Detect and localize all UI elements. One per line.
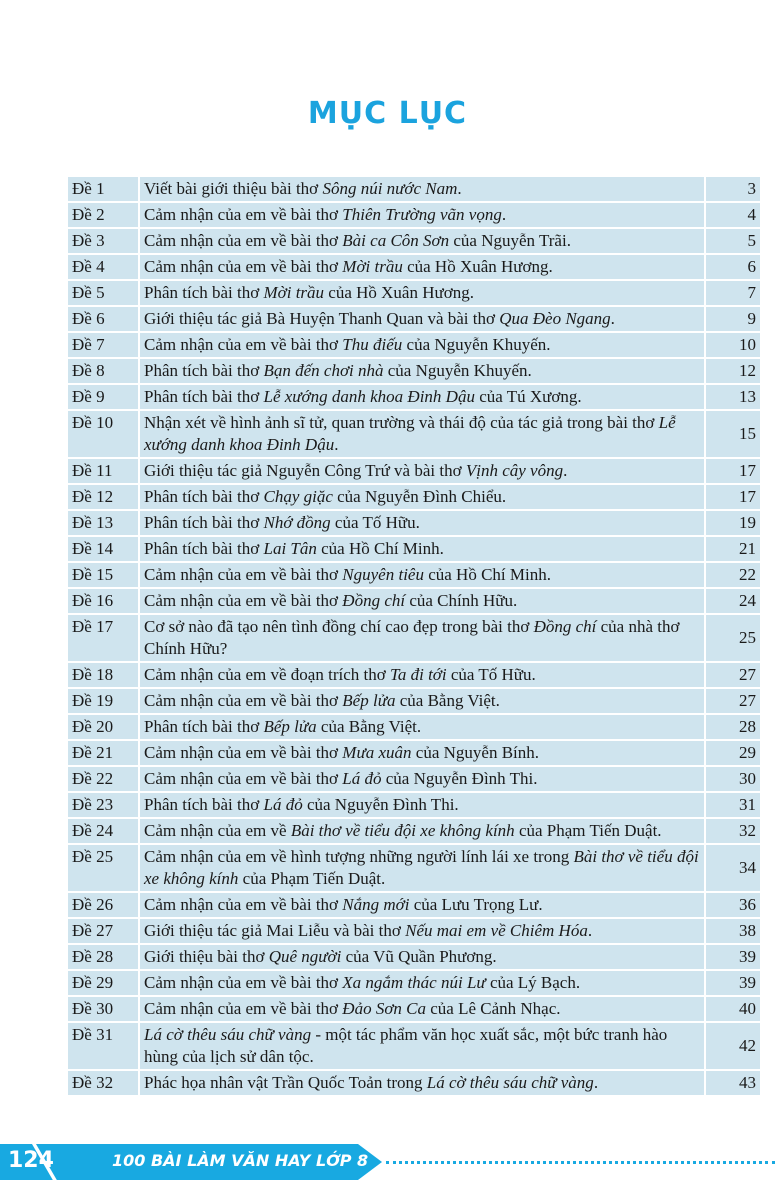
entry-title-text: của Bằng Việt. <box>316 717 422 736</box>
entry-title <box>139 918 705 944</box>
toc-row <box>67 944 761 970</box>
entry-number: Đề 29 <box>67 970 139 996</box>
entry-title-text: của Lưu Trọng Lư. <box>409 895 543 914</box>
work-title: Nguyên tiêu <box>342 565 424 584</box>
entry-title-text: Cảm nhận của em về bài thơ <box>144 335 343 354</box>
toc-row <box>67 792 761 818</box>
entry-title-text: Phân tích bài thơ <box>144 513 264 532</box>
entry-page: 31 <box>705 792 761 818</box>
entry-number: Đề 23 <box>67 792 139 818</box>
entry-title-text: của Hồ Xuân Hương. <box>402 257 553 276</box>
entry-title <box>139 766 705 792</box>
entry-number: Đề 12 <box>67 484 139 510</box>
entry-title <box>139 792 705 818</box>
toc-row <box>67 562 761 588</box>
entry-title-text: Cảm nhận của em về bài thơ <box>144 257 343 276</box>
entry-page: 12 <box>705 358 761 384</box>
entry-title-text: Cảm nhận của em về bài thơ <box>144 895 343 914</box>
entry-title-text: của Lý Bạch. <box>485 973 581 992</box>
work-title: Qua Đèo Ngang <box>499 309 611 328</box>
work-title: Đồng chí <box>533 617 597 636</box>
entry-title <box>139 306 705 332</box>
entry-number: Đề 17 <box>67 614 139 662</box>
entry-title-text: của Vũ Quần Phương. <box>341 947 497 966</box>
entry-title <box>139 844 705 892</box>
work-title: Quê người <box>268 947 342 966</box>
entry-number: Đề 22 <box>67 766 139 792</box>
entry-page: 7 <box>705 280 761 306</box>
work-title: Ta đi tới <box>389 665 447 684</box>
entry-title <box>139 662 705 688</box>
entry-title <box>139 1070 705 1096</box>
entry-title-text: Phân tích bài thơ <box>144 717 264 736</box>
entry-page: 30 <box>705 766 761 792</box>
entry-title <box>139 384 705 410</box>
toc-row <box>67 844 761 892</box>
entry-title-text: Cơ sở nào đã tạo nên tình đồng chí cao đẹp trong bài thơ <box>144 617 534 636</box>
entry-number: Đề 10 <box>67 410 139 458</box>
entry-number: Đề 32 <box>67 1070 139 1096</box>
entry-title <box>139 332 705 358</box>
entry-title-text: Cảm nhận của em về bài thơ <box>144 691 343 710</box>
entry-page: 21 <box>705 536 761 562</box>
work-title: Lá cờ thêu sáu chữ vàng <box>144 1025 312 1044</box>
entry-title-text: - một tác phẩm văn học xuất sắc, một bức tranh hào hùng của lịch sử dân tộc. <box>144 1025 668 1066</box>
entry-title <box>139 714 705 740</box>
entry-number: Đề 2 <box>67 202 139 228</box>
entry-page: 27 <box>705 688 761 714</box>
toc-row <box>67 280 761 306</box>
entry-title-text: của Nguyễn Đình Thi. <box>381 769 538 788</box>
entry-title-text: Phân tích bài thơ <box>144 487 264 506</box>
entry-title-text: Cảm nhận của em về bài thơ <box>144 231 343 250</box>
entry-title-text: . <box>563 461 568 480</box>
entry-number: Đề 1 <box>67 176 139 202</box>
entry-title <box>139 410 705 458</box>
entry-title-text: . <box>501 205 507 224</box>
entry-title-text: của Bằng Việt. <box>395 691 500 710</box>
entry-page: 28 <box>705 714 761 740</box>
work-title: Lá đỏ <box>263 795 303 814</box>
entry-title-text: Phân tích bài thơ <box>144 387 264 406</box>
entry-title-text: của Tú Xương. <box>474 387 582 406</box>
work-title: Bạn đến chơi nhà <box>263 361 384 380</box>
work-title: Lá cờ thêu sáu chữ vàng <box>426 1073 594 1092</box>
entry-number: Đề 6 <box>67 306 139 332</box>
entry-page: 39 <box>705 944 761 970</box>
toc-row <box>67 228 761 254</box>
toc-row <box>67 484 761 510</box>
entry-title-text: Giới thiệu tác giả Bà Huyện Thanh Quan và bài thơ <box>144 309 500 328</box>
work-title: Nếu mai em về Chiêm Hóa <box>405 921 588 940</box>
entry-number: Đề 28 <box>67 944 139 970</box>
toc-row <box>67 918 761 944</box>
toc-row <box>67 714 761 740</box>
entry-page: 24 <box>705 588 761 614</box>
entry-page: 4 <box>705 202 761 228</box>
entry-title-text: của Nguyễn Trãi. <box>449 231 571 250</box>
entry-title <box>139 536 705 562</box>
toc-row <box>67 410 761 458</box>
toc-row <box>67 996 761 1022</box>
entry-title-text: của Nguyễn Đình Chiểu. <box>332 487 507 506</box>
entry-title-text: . <box>610 309 615 328</box>
entry-number: Đề 14 <box>67 536 139 562</box>
toc-row <box>67 740 761 766</box>
entry-title <box>139 1022 705 1070</box>
entry-page: 27 <box>705 662 761 688</box>
entry-title-text: Cảm nhận của em về bài thơ <box>144 591 343 610</box>
entry-title-text: của Phạm Tiến Duật. <box>514 821 662 840</box>
entry-number: Đề 4 <box>67 254 139 280</box>
toc-row <box>67 662 761 688</box>
entry-page: 42 <box>705 1022 761 1070</box>
toc-row <box>67 588 761 614</box>
entry-number: Đề 5 <box>67 280 139 306</box>
toc-row <box>67 766 761 792</box>
entry-number: Đề 31 <box>67 1022 139 1070</box>
entry-title-text: của Nguyễn Khuyến. <box>402 335 551 354</box>
entry-page: 39 <box>705 970 761 996</box>
toc-row <box>67 254 761 280</box>
work-title: Bài thơ về tiểu đội xe không kính <box>144 847 699 888</box>
page-number: 124 <box>8 1148 54 1173</box>
book-title: 100 BÀI LÀM VĂN HAY LỚP 8 <box>112 1151 369 1170</box>
entry-number: Đề 24 <box>67 818 139 844</box>
work-title: Mưa xuân <box>342 743 412 762</box>
entry-page: 36 <box>705 892 761 918</box>
entry-number: Đề 15 <box>67 562 139 588</box>
entry-number: Đề 11 <box>67 458 139 484</box>
work-title: Thu điếu <box>342 335 403 354</box>
entry-page: 13 <box>705 384 761 410</box>
entry-title-text: của Hồ Xuân Hương. <box>324 283 474 302</box>
work-title: Bếp lửa <box>342 691 396 710</box>
work-title: Bài thơ về tiểu đội xe không kính <box>290 821 515 840</box>
entry-number: Đề 25 <box>67 844 139 892</box>
work-title: Thiên Trường vãn vọng <box>342 205 502 224</box>
entry-title-text: Phác họa nhân vật Trần Quốc Toản trong <box>144 1073 427 1092</box>
entry-number: Đề 7 <box>67 332 139 358</box>
entry-title-text: . <box>593 1073 599 1092</box>
entry-page: 25 <box>705 614 761 662</box>
entry-page: 15 <box>705 410 761 458</box>
entry-number: Đề 13 <box>67 510 139 536</box>
work-title: Lễ xướng danh khoa Đinh Dậu <box>144 413 676 454</box>
toc-row <box>67 892 761 918</box>
work-title: Xa ngắm thác núi Lư <box>342 973 486 992</box>
entry-title-text: của Lê Cảnh Nhạc. <box>426 999 561 1018</box>
entry-title <box>139 562 705 588</box>
work-title: Lai Tân <box>263 539 317 558</box>
entry-title <box>139 892 705 918</box>
entry-title-text: Giới thiệu tác giả Nguyễn Công Trứ và bài thơ <box>144 461 466 480</box>
entry-number: Đề 9 <box>67 384 139 410</box>
entry-number: Đề 20 <box>67 714 139 740</box>
toc-row <box>67 332 761 358</box>
entry-title <box>139 202 705 228</box>
entry-title <box>139 740 705 766</box>
entry-title <box>139 588 705 614</box>
work-title: Vịnh cây vông <box>465 461 564 480</box>
entry-number: Đề 26 <box>67 892 139 918</box>
entry-title-text: . <box>334 435 339 454</box>
entry-number: Đề 8 <box>67 358 139 384</box>
toc-row <box>67 614 761 662</box>
page-footer <box>0 1144 775 1180</box>
toc-row <box>67 536 761 562</box>
entry-title-text: của Phạm Tiến Duật. <box>238 869 386 888</box>
entry-title <box>139 688 705 714</box>
entry-title-text: của Hồ Chí Minh. <box>316 539 444 558</box>
entry-title <box>139 996 705 1022</box>
toc-row <box>67 176 761 202</box>
work-title: Bài ca Côn Sơn <box>342 231 450 250</box>
entry-title-text: Cảm nhận của em về bài thơ <box>144 973 343 992</box>
work-title: Mời trầu <box>263 283 325 302</box>
entry-title <box>139 484 705 510</box>
entry-title-text: Cảm nhận của em về <box>144 821 291 840</box>
entry-page: 10 <box>705 332 761 358</box>
toc-row <box>67 970 761 996</box>
work-title: Lá đỏ <box>342 769 382 788</box>
entry-title-text: của Chính Hữu. <box>405 591 518 610</box>
entry-number: Đề 27 <box>67 918 139 944</box>
entry-number: Đề 3 <box>67 228 139 254</box>
entry-page: 17 <box>705 458 761 484</box>
entry-title-text: của Nguyễn Khuyến. <box>383 361 532 380</box>
entry-page: 3 <box>705 176 761 202</box>
table-of-contents <box>66 175 762 1097</box>
entry-title <box>139 280 705 306</box>
entry-number: Đề 19 <box>67 688 139 714</box>
entry-page: 43 <box>705 1070 761 1096</box>
entry-title-text: Giới thiệu tác giả Mai Liễu và bài thơ <box>144 921 406 940</box>
entry-title <box>139 614 705 662</box>
entry-title-text: Viết bài giới thiệu bài thơ <box>144 179 323 198</box>
entry-title-text: Phân tích bài thơ <box>144 795 264 814</box>
entry-title <box>139 254 705 280</box>
entry-page: 5 <box>705 228 761 254</box>
work-title: Nhớ đồng <box>263 513 331 532</box>
entry-title-text: của nhà thơ Chính Hữu? <box>144 617 680 658</box>
entry-page: 9 <box>705 306 761 332</box>
entry-title-text: của Hồ Chí Minh. <box>423 565 551 584</box>
entry-number: Đề 18 <box>67 662 139 688</box>
entry-title-text: Cảm nhận của em về đoạn trích thơ <box>144 665 390 684</box>
entry-title-text: Cảm nhận của em về bài thơ <box>144 565 343 584</box>
entry-title <box>139 176 705 202</box>
work-title: Đồng chí <box>342 591 406 610</box>
entry-title <box>139 970 705 996</box>
entry-title-text: Cảm nhận của em về bài thơ <box>144 999 343 1018</box>
entry-page: 6 <box>705 254 761 280</box>
entry-title-text: . <box>587 921 593 940</box>
work-title: Đảo Sơn Ca <box>342 999 426 1018</box>
entry-title-text: Cảm nhận của em về bài thơ <box>144 769 343 788</box>
entry-title-text: . <box>457 179 462 198</box>
toc-row <box>67 384 761 410</box>
entry-title <box>139 358 705 384</box>
entry-page: 29 <box>705 740 761 766</box>
work-title: Chạy giặc <box>263 487 333 506</box>
toc-row <box>67 358 761 384</box>
entry-title-text: của Nguyễn Đình Thi. <box>302 795 459 814</box>
toc-row <box>67 458 761 484</box>
entry-page: 40 <box>705 996 761 1022</box>
entry-title-text: Phân tích bài thơ <box>144 283 264 302</box>
entry-title <box>139 510 705 536</box>
entry-title <box>139 818 705 844</box>
entry-page: 38 <box>705 918 761 944</box>
entry-title-text: Phân tích bài thơ <box>144 539 264 558</box>
toc-row <box>67 688 761 714</box>
entry-title <box>139 228 705 254</box>
entry-title <box>139 944 705 970</box>
entry-title-text: Nhận xét về hình ảnh sĩ tử, quan trường và thái độ của tác giả trong bài thơ <box>144 413 659 432</box>
page-title: MỤC LỤC <box>307 96 468 131</box>
entry-number: Đề 21 <box>67 740 139 766</box>
toc-row <box>67 1022 761 1070</box>
entry-number: Đề 16 <box>67 588 139 614</box>
entry-title-text: Cảm nhận của em về bài thơ <box>144 205 343 224</box>
toc-row <box>67 510 761 536</box>
entry-title-text: của Tố Hữu. <box>330 513 420 532</box>
entry-title-text: Phân tích bài thơ <box>144 361 264 380</box>
toc-row <box>67 306 761 332</box>
entry-page: 19 <box>705 510 761 536</box>
entry-title-text: Cảm nhận của em về bài thơ <box>144 743 343 762</box>
entry-page: 22 <box>705 562 761 588</box>
toc-row <box>67 1070 761 1096</box>
entry-page: 32 <box>705 818 761 844</box>
toc-row <box>67 202 761 228</box>
entry-title-text: Giới thiệu bài thơ <box>144 947 269 966</box>
entry-title-text: của Tố Hữu. <box>446 665 536 684</box>
work-title: Sông núi nước Nam <box>322 179 458 198</box>
entry-number: Đề 30 <box>67 996 139 1022</box>
entry-page: 34 <box>705 844 761 892</box>
work-title: Bếp lửa <box>263 717 317 736</box>
entry-page: 17 <box>705 484 761 510</box>
entry-title-text: Cảm nhận của em về hình tượng những người lính lái xe trong <box>144 847 574 866</box>
work-title: Nắng mới <box>342 895 410 914</box>
footer-dotted-line <box>386 1161 775 1164</box>
entry-title <box>139 458 705 484</box>
toc-row <box>67 818 761 844</box>
work-title: Mời trầu <box>342 257 403 276</box>
entry-title-text: của Nguyễn Bính. <box>411 743 540 762</box>
work-title: Lễ xướng danh khoa Đinh Dậu <box>263 387 475 406</box>
